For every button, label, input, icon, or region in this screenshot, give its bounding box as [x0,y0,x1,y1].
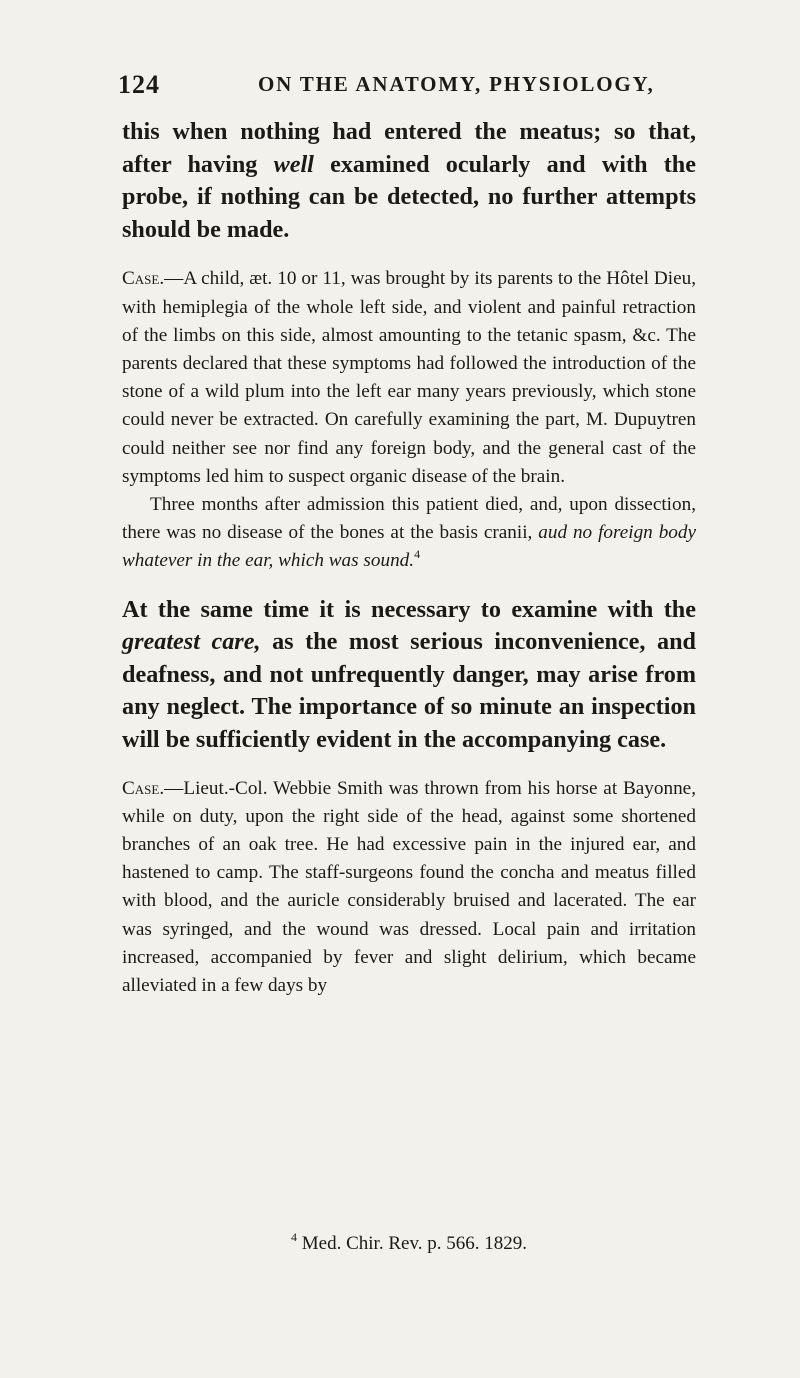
paragraph-1-text-b: examined ocularly and with the probe, if nothing can be detected, no further attempts should be made. [122,150,696,243]
paragraph-3-emphasis: aud no foreign body whatever in the ear, which was sound. [122,522,696,572]
paragraph-4 [122,594,696,757]
page-number: 124 [118,70,160,99]
body-text [122,116,696,1000]
paragraph-4-text-a: At the same time it is necessary to examine with the [122,595,696,623]
case-2-text: —Lieut.-Col. Webbie Smith was thrown from his horse at Bayonne, while on duty, upon the right side of the head, against some shortened branches of an oak tree. He had excessive pain in the injured ear, and hastened to camp. The staff-surgeons found the concha and meatus filled with blood, and the auricle considerably bruised and lacerated. The ear was syringed, and the wound was dressed. Local pain and irritation increased, accompanied by fever and slight delirium, which became alleviated in a few days by [122,777,696,996]
footnote-mark: 4 [291,1230,298,1244]
footnote-text: Med. Chir. Rev. p. 566. 1829. [297,1233,527,1254]
paragraph-3 [122,491,696,576]
paragraph-1-text-a: this when nothing had entered the meatus; so that, after having [122,118,696,178]
paragraph-1-emphasis: well [273,150,314,178]
case-label: Case. [122,268,165,290]
page-header [118,70,800,110]
paragraph-1 [122,116,696,246]
footnote-reference: 4 [414,547,421,562]
paragraph-4-text-b: as the most serious inconvenience, and deafness, and not unfrequently danger, may arise from any neglect. The importance of so minute an inspection will be sufficiently evident in the accompanying case. [122,628,697,753]
running-head: ON THE ANATOMY, PHYSIOLOGY, [258,72,655,96]
paragraph-3-text-a: Three months after admission this patient died, and, upon dissection, there was no disease of the bones at the basis cranii, [122,494,696,544]
case-paragraph-2 [122,775,696,1001]
paragraph-4-emphasis: greatest care, [122,628,261,656]
case-1-text: —A child, æt. 10 or 11, was brought by its parents to the Hôtel Dieu, with hemiplegia of the whole left side, and violent and painful retraction of the limbs on this side, almost amounting to the tetanic spasm, &c. The parents declared that these symptoms had followed the introduction of the stone of a wild plum into the left ear many years previously, which stone could never be extracted. On carefully examining the part, M. Dupuytren could neither see nor find any foreign body, and the general cast of the symptoms led him to suspect organic disease of the brain. [122,268,696,487]
case-paragraph-1 [122,265,696,491]
case-label: Case. [122,777,165,799]
footnote [122,1230,696,1255]
